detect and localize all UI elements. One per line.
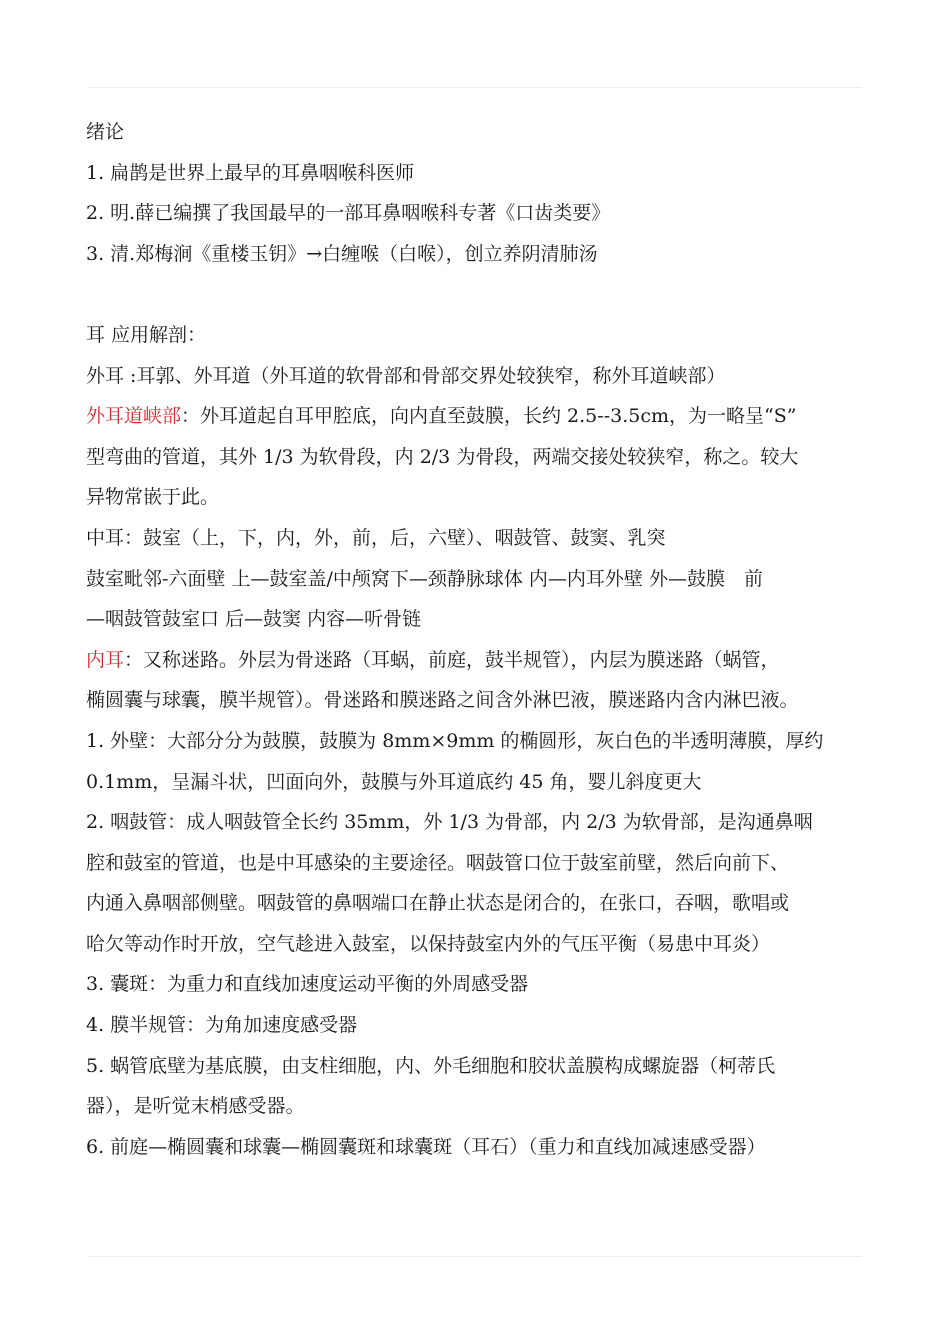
intro-item-1: 1. 扁鹊是世界上最早的耳鼻咽喉科医师 bbox=[86, 161, 415, 184]
inner-ear-line-2: 椭圆囊与球囊，膜半规管）。骨迷路和膜迷路之间含外淋巴液，膜迷路内含内淋巴液。 bbox=[86, 689, 799, 712]
isthmus-line-2: 型弯曲的管道，其外 1/3 为软骨段，内 2/3 为骨段，两端交接处较狭窄，称之。较大 bbox=[86, 445, 799, 468]
numbered-line: 6. 前庭—椭圆囊和球囊—椭圆囊斑和球囊斑（耳石）（重力和直线加减速感受器） bbox=[86, 1135, 766, 1158]
numbered-line: 哈欠等动作时开放，空气趁进入鼓室，以保持鼓室内外的气压平衡（易患中耳炎） bbox=[86, 932, 771, 955]
numbered-line: 0.1mm，呈漏斗状，凹面向外，鼓膜与外耳道底约 45 角，婴儿斜度更大 bbox=[86, 770, 702, 793]
intro-item-2: 2. 明.薛已编撰了我国最早的一部耳鼻咽喉科专著《口齿类要》 bbox=[86, 202, 611, 225]
inner-ear-text: ：又称迷路。外层为骨迷路（耳蜗，前庭，鼓半规管），内层为膜迷路（蜗管， bbox=[124, 648, 780, 671]
numbered-line: 腔和鼓室的管道，也是中耳感染的主要途径。咽鼓管口位于鼓室前壁，然后向前下、 bbox=[86, 851, 790, 874]
document-body bbox=[86, 112, 866, 1167]
middle-ear-line-3: —咽鼓管鼓室口 后—鼓窦 内容—听骨链 bbox=[86, 608, 422, 631]
middle-ear-line-2: 鼓室毗邻-六面壁 上—鼓室盖/中颅窝下—颈静脉球体 内—内耳外壁 外—鼓膜 前 bbox=[86, 567, 763, 590]
numbered-line: 4. 膜半规管：为角加速度感受器 bbox=[86, 1014, 358, 1037]
header-rule bbox=[88, 87, 862, 88]
intro-item-3: 3. 清.郑梅涧《重楼玉钥》→白缠喉（白喉），创立养阴清肺汤 bbox=[86, 242, 598, 265]
isthmus-line-3: 异物常嵌于此。 bbox=[86, 486, 220, 509]
section-spacer bbox=[86, 274, 866, 315]
numbered-line: 内通入鼻咽部侧壁。咽鼓管的鼻咽端口在静止状态是闭合的，在张口，吞咽，歌唱或 bbox=[86, 892, 790, 915]
inner-ear-line-1 bbox=[86, 640, 866, 681]
section-heading-ear: 耳 应用解剖： bbox=[86, 323, 207, 346]
numbered-line: 器），是听觉末梢感受器。 bbox=[86, 1095, 305, 1118]
footer-rule bbox=[88, 1256, 862, 1257]
numbered-line: 1. 外壁：大部分分为鼓膜，鼓膜为 8mm×9mm 的椭圆形，灰白色的半透明薄膜，厚约 bbox=[86, 729, 824, 752]
isthmus-text: ：外耳道起自耳甲腔底，向内直至鼓膜，长约 2.5--3.5cm，为一略呈“S” bbox=[181, 405, 797, 428]
numbered-line: 2. 咽鼓管：成人咽鼓管全长约 35mm，外 1/3 为骨部，内 2/3 为软骨部，是沟通鼻咽 bbox=[86, 811, 813, 834]
numbered-line: 5. 蜗管底壁为基底膜，由支柱细胞，内、外毛细胞和胶状盖膜构成螺旋器（柯蒂氏 bbox=[86, 1054, 776, 1077]
section-heading-intro: 绪论 bbox=[86, 121, 125, 143]
inner-ear-term: 内耳 bbox=[86, 648, 125, 671]
outer-ear-line: 外耳 :耳郭、外耳道（外耳道的软骨部和骨部交界处较狭窄，称外耳道峡部） bbox=[86, 364, 726, 387]
numbered-line: 3. 囊斑：为重力和直线加速度运动平衡的外周感受器 bbox=[86, 973, 529, 996]
middle-ear-line-1: 中耳：鼓室（上，下，内，外，前，后，六壁）、咽鼓管、鼓窦、乳突 bbox=[86, 526, 666, 549]
isthmus-term: 外耳道峡部 bbox=[86, 405, 182, 428]
isthmus-line-1 bbox=[86, 396, 866, 437]
